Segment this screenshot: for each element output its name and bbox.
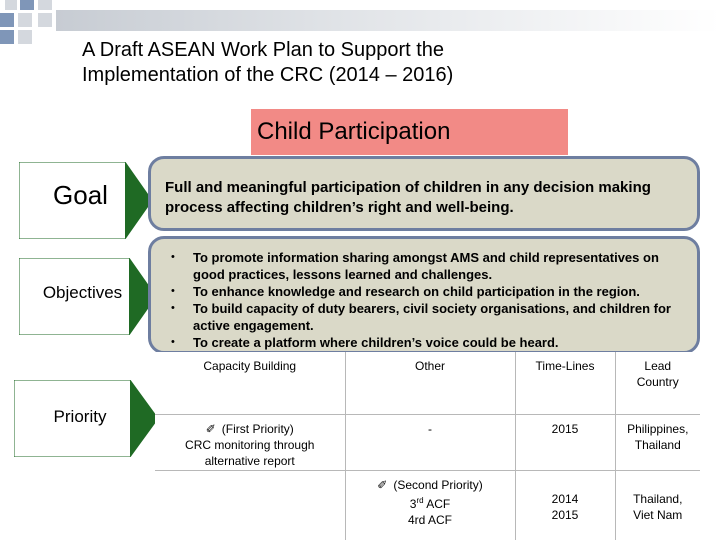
cell-text-line: alternative report <box>204 453 295 468</box>
slide-title <box>82 38 682 88</box>
objectives-arrow <box>19 258 156 335</box>
cell-lead-country <box>615 470 700 540</box>
cell-capacity <box>155 414 345 470</box>
priority-tag: (Second Priority) <box>393 477 483 492</box>
header-time-lines: Time-Lines <box>515 352 615 414</box>
goal-text: Full and meaningful participation of children in any decision making process affecting children’s right and well-being. <box>165 179 651 216</box>
table-row <box>155 414 700 470</box>
cell-text-line: Thailand <box>634 437 681 452</box>
cell-text-line: Viet Nam <box>633 507 683 522</box>
pointing-flag-icon: ✐ <box>205 421 216 436</box>
cell-text-line: 4rd ACF <box>407 512 452 527</box>
decorative-square <box>18 30 32 44</box>
cell-text-line: CRC monitoring through <box>185 437 315 452</box>
slide-title-line: Implementation of the CRC (2014 – 2016) <box>82 64 454 86</box>
cell-text-line: 3rd ACF <box>409 495 451 511</box>
decorative-square <box>0 13 14 27</box>
cell-timeline: 2015 <box>515 414 615 470</box>
priority-label: Priority <box>53 407 107 426</box>
objective-item: • To create a platform where children’s voice could be heard. <box>167 334 689 351</box>
header-capacity-building: Capacity Building <box>155 352 345 414</box>
objectives-panel <box>148 236 700 354</box>
cell-other: - <box>345 414 515 470</box>
cell-timeline <box>515 470 615 540</box>
header-lead-line: Lead <box>644 359 672 373</box>
header-other: Other <box>345 352 515 414</box>
decorative-square <box>18 13 32 27</box>
objective-item: • To enhance knowledge and research on child participation in the region. <box>167 283 689 300</box>
cell-text-line: 2015 <box>551 507 579 522</box>
header-lead-country <box>615 352 700 414</box>
priority-tag: (First Priority) <box>221 421 294 436</box>
header-lead-line: Country <box>636 375 679 389</box>
pointing-flag-icon: ✐ <box>377 477 388 492</box>
cell-text-line: 2014 <box>551 491 579 506</box>
slide-title-line: A Draft ASEAN Work Plan to Support the <box>82 39 445 61</box>
cell-capacity <box>155 470 345 540</box>
table-header-row <box>155 352 700 414</box>
goal-panel <box>148 156 700 231</box>
decorative-square <box>20 0 34 10</box>
decorative-square <box>0 30 14 44</box>
table-row <box>155 470 700 540</box>
section-banner: Child Participation <box>251 109 568 155</box>
cell-other <box>345 470 515 540</box>
objective-item: • To promote information sharing amongst AMS and child representatives on good practices, lessons learned and challenges. <box>167 249 689 283</box>
cell-text-line: Thailand, <box>633 491 683 506</box>
decorative-square <box>38 0 52 10</box>
objective-item: • To build capacity of duty bearers, civil society organisations, and children for active engagement. <box>167 300 689 334</box>
goal-label: Goal <box>53 180 108 210</box>
objectives-list <box>167 249 689 351</box>
title-bar-gradient <box>56 10 720 31</box>
cell-lead-country <box>615 414 700 470</box>
decorative-square <box>5 0 17 10</box>
objectives-label: Objectives <box>42 283 123 302</box>
cell-text-line: Philippines, <box>627 421 689 436</box>
priority-arrow <box>14 380 158 457</box>
decorative-square <box>38 13 52 27</box>
goal-arrow <box>19 162 152 239</box>
priority-table <box>155 352 700 540</box>
